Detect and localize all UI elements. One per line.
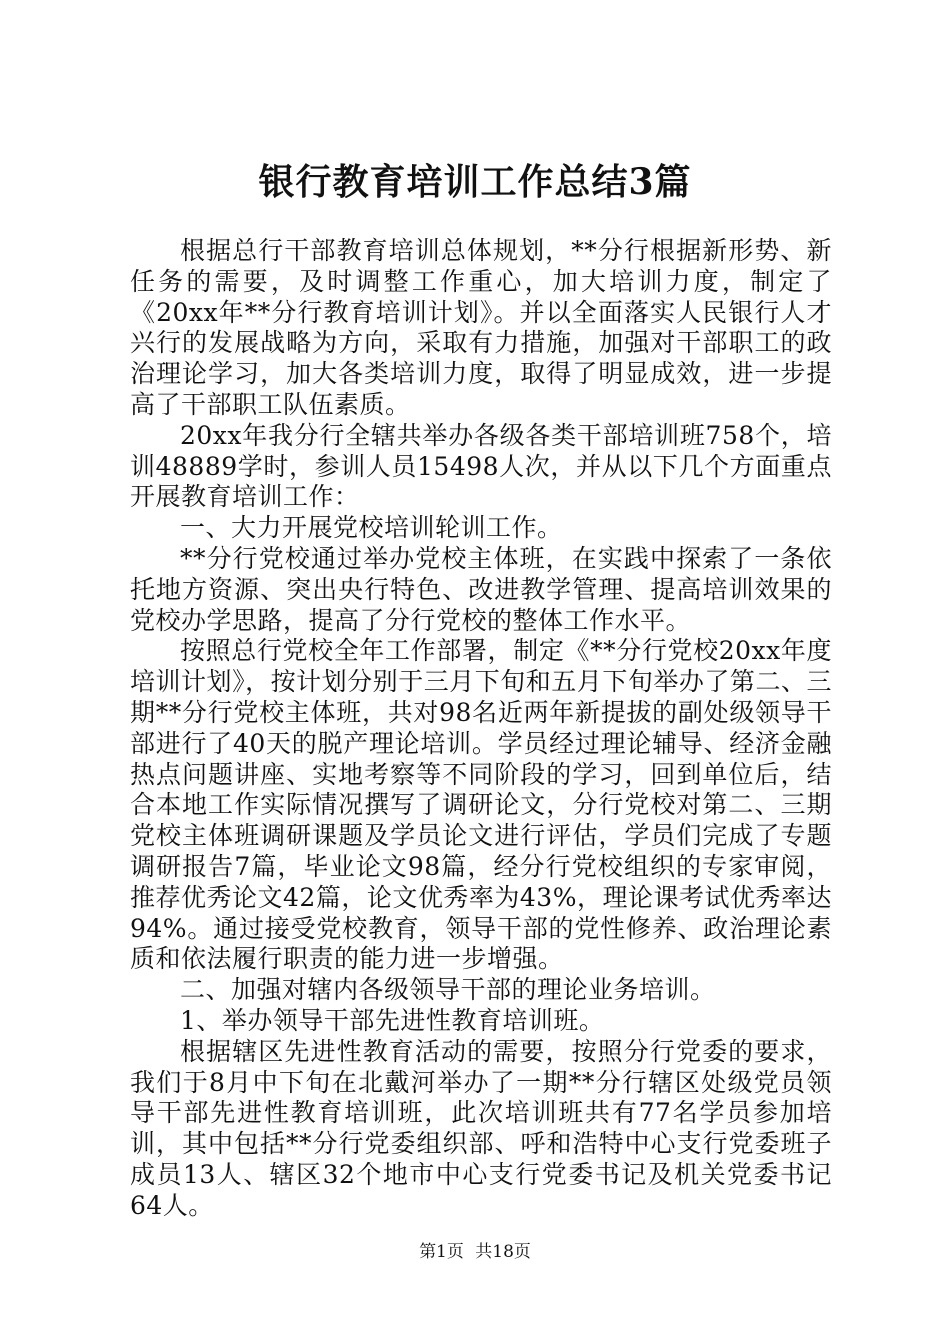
paragraph-party-school-plan: 按照总行党校全年工作部署，制定《**分行党校20xx年度培训计划》，按计划分别于三月下旬和五月下旬举办了第二、三期**分行党校主体班，共对98名近两年新提拔的副处级领导干部进行了40天的脱产理论培训。学员经过理论辅导、经济金融热点问题讲座、实地考察等不同阶段的学习，回到单位后，结合本地工作实际情况撰写了调研论文，分行党校对第二、三期党校主体班调研课题及学员论文进行评估，学员们完成了专题调研报告7篇，毕业论文98篇，经分行党校组织的专家审阅，推荐优秀论文42篇，论文优秀率为43%，理论课考试优秀率达94%。通过接受党校教育，领导干部的党性修养、政治理论素质和依法履行职责的能力进一步增强。 — [130, 636, 832, 974]
document-body — [130, 236, 832, 1222]
paragraph-intro: 根据总行干部教育培训总体规划，**分行根据新形势、新任务的需要，及时调整工作重心，加大培训力度，制定了《20xx年**分行教育培训计划》。并以全面落实人民银行人才兴行的发展战略为方向，采取有力措施，加强对干部职工的政治理论学习，加大各类培训力度，取得了明显成效，进一步提高了干部职工队伍素质。 — [130, 236, 832, 419]
page-number: 第1页 — [419, 1242, 464, 1262]
subsection-heading-advanced-education: 1、举办领导干部先进性教育培训班。 — [180, 1005, 605, 1035]
page-total: 共18页 — [475, 1242, 531, 1262]
section-heading-leader-training: 二、加强对辖内各级领导干部的理论业务培训。 — [180, 975, 716, 1005]
paragraph-advanced-education: 根据辖区先进性教育活动的需要，按照分行党委的要求，我们于8月中下旬在北戴河举办了一期**分行辖区处级党员领导干部先进性教育培训班，此次培训班共有77名学员参加培训，其中包括**分行党委组织部、呼和浩特中心支行党委班子成员13人、辖区32个地市中心支行党委书记及机关党委书记64人。 — [130, 1036, 832, 1220]
paragraph-summary-stats: 20xx年我分行全辖共举办各级各类干部培训班758个，培训48889学时，参训人员15498人次，并从以下几个方面重点开展教育培训工作： — [130, 420, 832, 512]
document-title: 银行教育培训工作总结3篇 — [258, 161, 692, 203]
section-heading-party-school: 一、大力开展党校培训轮训工作。 — [180, 513, 563, 543]
paragraph-party-school-approach: **分行党校通过举办党校主体班，在实践中探索了一条依托地方资源、突出央行特色、改进教学管理、提高培训效果的党校办学思路，提高了分行党校的整体工作水平。 — [130, 543, 832, 635]
page-footer — [0, 1240, 950, 1264]
